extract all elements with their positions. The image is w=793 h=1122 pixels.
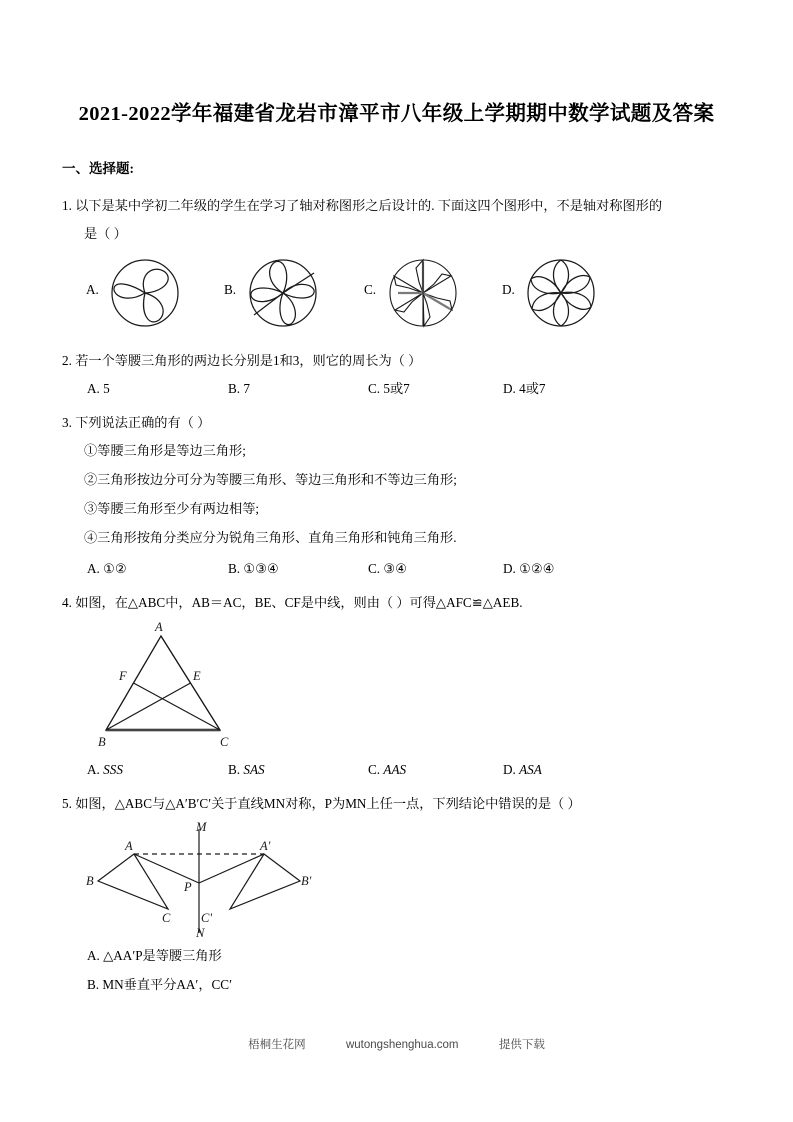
option-letter: A. [87, 561, 100, 576]
option-letter: C. [368, 762, 381, 777]
option-text: AAS [383, 762, 407, 777]
option-text: ASA [519, 762, 542, 777]
question-4-options [62, 757, 731, 783]
question-5-stem-text: 如图，△ABC与△A′B′C′关于直线MN对称，P为MN上任一点，下列结论中错误的是（ ） [75, 796, 581, 811]
vertex-label-b-prime: B' [301, 874, 312, 888]
question-1-option-d-label: D. [502, 282, 515, 297]
question-4-number: 4. [62, 595, 72, 610]
question-1-stem [62, 193, 731, 219]
vertex-label-a: A [125, 839, 133, 853]
question-1-figure-row [62, 254, 731, 332]
pinwheel-four-petal-circle-figure [246, 256, 320, 330]
question-2-stem [62, 348, 731, 374]
question-3-statement-2: ②三角形按边分可分为等腰三角形、等边三角形和不等边三角形; [84, 472, 457, 487]
option-letter: B. [228, 381, 241, 396]
question-2-stem-text: 若一个等腰三角形的两边长分别是1和3，则它的周长为（ ） [75, 353, 422, 368]
point-label-p: P [184, 880, 192, 894]
question-2-option-a[interactable] [87, 376, 110, 402]
question-5-stem [62, 791, 731, 817]
question-2-option-d[interactable] [503, 376, 546, 402]
triangle-abc-medians-diagram [98, 620, 288, 748]
option-text: 7 [243, 381, 250, 396]
question-3-option-a[interactable] [87, 556, 127, 582]
option-text: SAS [243, 762, 265, 777]
vertex-label-b: B [86, 874, 94, 888]
option-letter: D. [503, 381, 516, 396]
option-letter: C. [368, 561, 381, 576]
vertex-label-c: C [220, 735, 229, 748]
vertex-label-f: F [119, 669, 127, 683]
question-3-statement-1: ①等腰三角形是等边三角形; [84, 443, 246, 458]
question-1-option-a-label: A. [86, 282, 99, 297]
option-letter: A. [87, 381, 100, 396]
question-3-statement-3: ③等腰三角形至少有两边相等; [84, 501, 260, 516]
question-2-option-c[interactable] [368, 376, 410, 402]
question-5-option-b[interactable] [62, 970, 731, 999]
question-4 [62, 590, 731, 783]
question-5-number: 5. [62, 796, 72, 811]
question-3-statement-4: ④三角形按角分类应分为锐角三角形、直角三角形和钝角三角形. [84, 530, 457, 545]
question-4-option-c[interactable] [368, 757, 406, 783]
option-letter: B. [228, 762, 241, 777]
question-1-stem-line-1: 以下是某中学初二年级的学生在学习了轴对称图形之后设计的. 下面这四个图形中，不是轴对称图形的 [75, 198, 663, 213]
vertex-label-a-prime: A' [260, 839, 271, 853]
vertex-label-c-prime: C' [201, 911, 213, 925]
question-4-option-a[interactable] [87, 757, 123, 783]
six-petal-flower-circle-figure [524, 256, 598, 330]
question-3-option-c[interactable] [368, 556, 407, 582]
option-letter: B. [228, 561, 241, 576]
question-1-number: 1. [62, 198, 72, 213]
question-2-option-b[interactable] [228, 376, 250, 402]
question-3-stem [62, 410, 731, 436]
question-4-option-d[interactable] [503, 757, 542, 783]
option-text: △AA′P是等腰三角形 [103, 948, 222, 963]
question-4-option-b[interactable] [228, 757, 265, 783]
axis-label-n: N [196, 926, 205, 939]
option-text: MN垂直平分AA′，CC′ [102, 977, 232, 992]
footer-note: 提供下载 [498, 1039, 545, 1051]
footer-domain: wutongshenghua.com [345, 1039, 459, 1051]
vertex-label-a: A [155, 620, 163, 634]
option-letter: A. [87, 762, 100, 777]
question-1-stem-line-2: 是（ ） [84, 226, 127, 241]
symmetric-triangles-mn-diagram [86, 821, 326, 939]
three-petal-circle-figure [108, 256, 182, 330]
option-text: 5 [103, 381, 110, 396]
page-footer [0, 1036, 793, 1052]
option-text: ①② [103, 561, 127, 576]
axis-label-m: M [196, 821, 207, 834]
vertex-label-e: E [193, 669, 201, 683]
option-text: ③④ [383, 561, 408, 576]
section-heading-choice-questions: 一、选择题: [62, 161, 134, 176]
question-3-option-d[interactable] [503, 556, 555, 582]
vertex-label-b: B [98, 735, 106, 748]
option-text: ①③④ [243, 561, 279, 576]
footer-site-name: 梧桐生花网 [248, 1039, 306, 1051]
vertex-label-c: C [162, 911, 171, 925]
option-text: 4或7 [519, 381, 546, 396]
question-2-options [62, 376, 731, 402]
question-4-stem [62, 590, 731, 616]
option-letter: D. [503, 762, 516, 777]
question-3-option-b[interactable] [228, 556, 279, 582]
option-text: 5或7 [383, 381, 410, 396]
option-letter: B. [87, 977, 100, 992]
question-1-option-b-label: B. [224, 282, 237, 297]
option-text: ①②④ [519, 561, 555, 576]
question-5-diagram-wrap [62, 821, 731, 941]
option-letter: A. [87, 948, 100, 963]
question-3-options [62, 556, 731, 582]
option-letter: C. [368, 381, 381, 396]
page-title: 2021-2022学年福建省龙岩市漳平市八年级上学期期中数学试题及答案 [78, 103, 715, 125]
option-text: SSS [103, 762, 123, 777]
question-4-stem-text: 如图，在△ABC中，AB＝AC，BE、CF是中线，则由（ ）可得△AFC≌△AEB. [75, 595, 523, 610]
question-1-option-c-label: C. [364, 282, 377, 297]
question-1 [62, 193, 731, 332]
question-3-stem-text: 下列说法正确的有（ ） [75, 415, 211, 430]
question-5-option-a[interactable] [62, 941, 731, 970]
question-2 [62, 348, 731, 402]
question-2-number: 2. [62, 353, 72, 368]
six-spoke-pinwheel-circle-figure [386, 256, 460, 330]
question-3 [62, 410, 731, 582]
option-letter: D. [503, 561, 516, 576]
question-3-number: 3. [62, 415, 72, 430]
question-5 [62, 791, 731, 999]
question-4-diagram-wrap [62, 620, 731, 755]
